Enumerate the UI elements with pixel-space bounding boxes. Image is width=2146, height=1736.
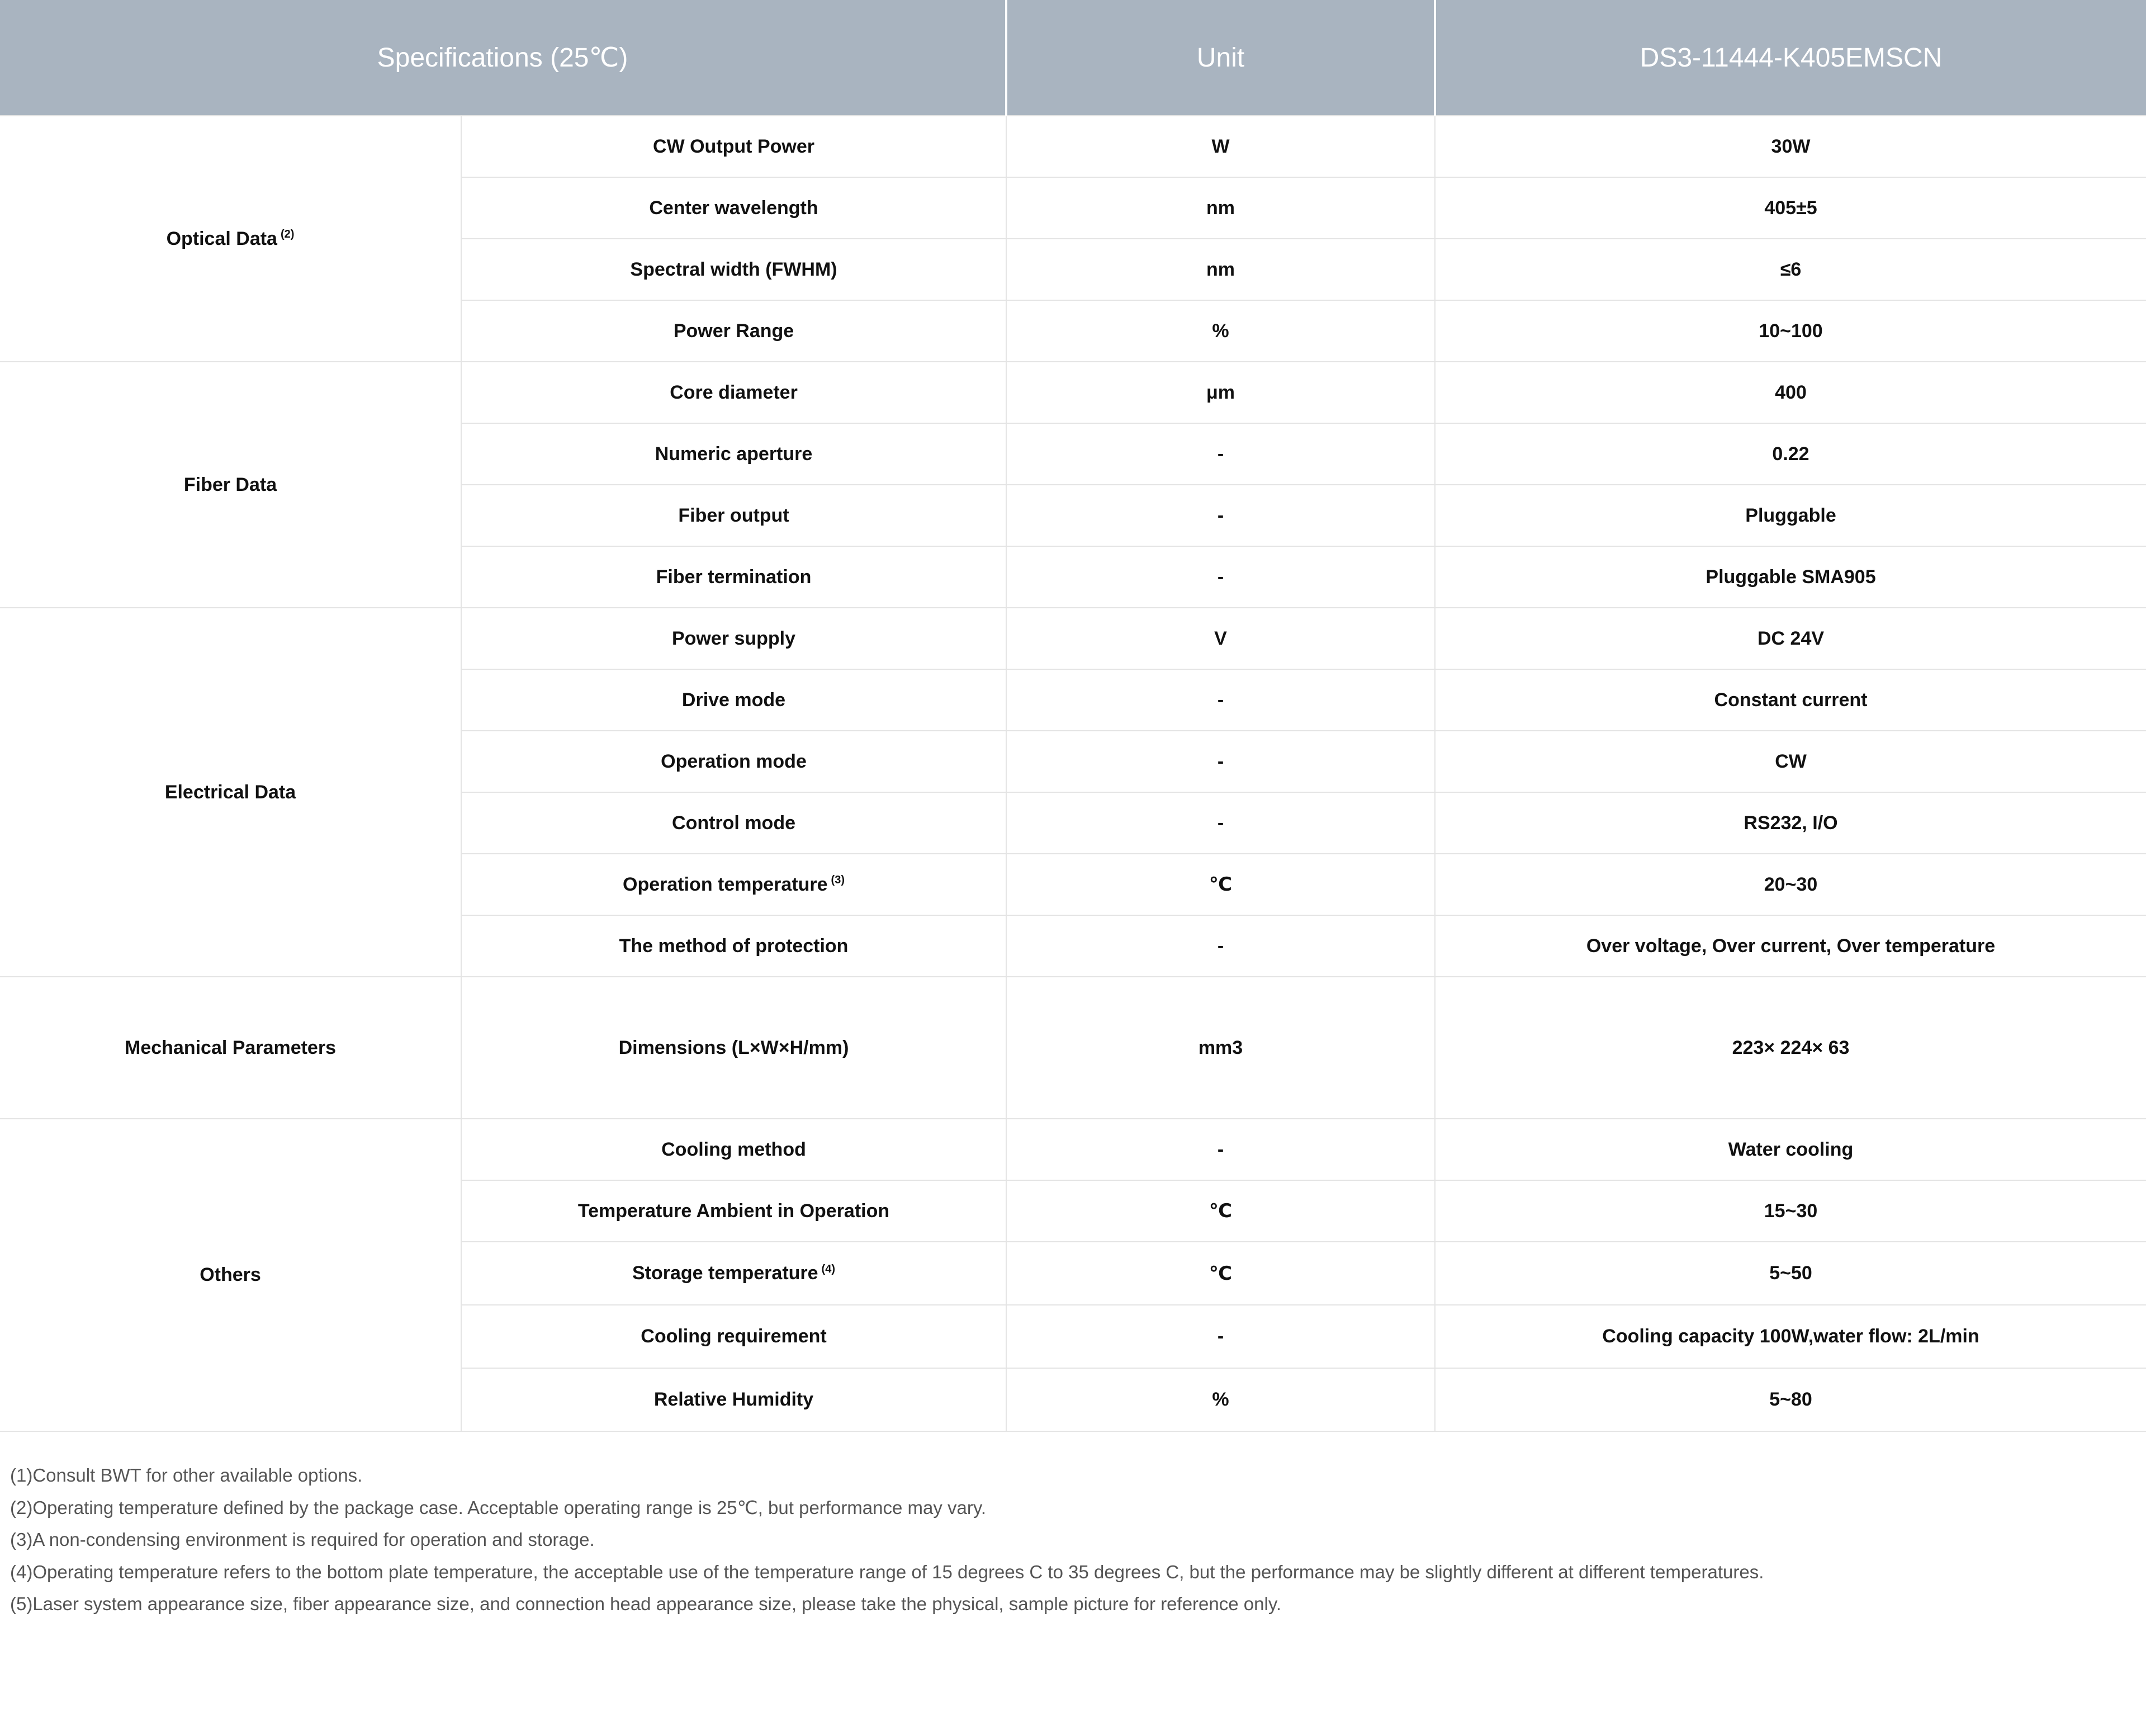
footnote-2: (2)Operating temperature defined by the package case. Acceptable operating range is 25℃, but performance may vary.	[10, 1497, 987, 1518]
unit-cell: %	[1006, 1368, 1435, 1431]
unit-cell: -	[1006, 485, 1435, 546]
group-optical-data	[0, 116, 461, 362]
param-cell: Center wavelength	[461, 177, 1006, 239]
value-cell: 5~80	[1435, 1368, 2146, 1431]
table-row	[0, 608, 2146, 669]
param-cell: Cooling requirement	[461, 1305, 1006, 1368]
unit-cell: nm	[1006, 239, 1435, 300]
footnote-ref: (4)	[821, 1262, 835, 1275]
header-specifications: Specifications (25℃)	[0, 0, 1006, 116]
value-cell: CW	[1435, 731, 2146, 792]
param-cell: Relative Humidity	[461, 1368, 1006, 1431]
value-cell: 5~50	[1435, 1242, 2146, 1305]
value-cell: RS232, I/O	[1435, 792, 2146, 854]
value-cell: ≤6	[1435, 239, 2146, 300]
unit-cell: nm	[1006, 177, 1435, 239]
unit-cell: -	[1006, 423, 1435, 485]
footnote-3: (3)A non-condensing environment is required for operation and storage.	[10, 1529, 595, 1550]
unit-cell: -	[1006, 669, 1435, 731]
param-cell	[461, 1242, 1006, 1305]
param-cell	[461, 854, 1006, 915]
footnote-5: (5)Laser system appearance size, fiber appearance size, and connection head appearance size, please take the physical, sample picture for reference only.	[10, 1593, 1282, 1614]
footnote-ref: (3)	[831, 874, 845, 887]
value-cell: 405±5	[1435, 177, 2146, 239]
footnotes	[10, 1459, 2134, 1620]
table-row	[0, 362, 2146, 423]
header-row	[0, 0, 2146, 116]
unit-cell: V	[1006, 608, 1435, 669]
unit-cell: -	[1006, 731, 1435, 792]
value-cell: 20~30	[1435, 854, 2146, 915]
value-cell: DC 24V	[1435, 608, 2146, 669]
param-cell: Spectral width (FWHM)	[461, 239, 1006, 300]
unit-cell: -	[1006, 1305, 1435, 1368]
table-row	[0, 116, 2146, 177]
value-cell: 400	[1435, 362, 2146, 423]
param-cell: Temperature Ambient in Operation	[461, 1180, 1006, 1242]
param-cell: Fiber output	[461, 485, 1006, 546]
group-electrical-data: Electrical Data	[0, 608, 461, 977]
unit-cell: -	[1006, 546, 1435, 608]
table-row	[0, 977, 2146, 1119]
value-cell: Over voltage, Over current, Over temperature	[1435, 915, 2146, 977]
value-cell: Cooling capacity 100W,water flow: 2L/min	[1435, 1305, 2146, 1368]
param-cell: Core diameter	[461, 362, 1006, 423]
param-cell: Dimensions (L×W×H/mm)	[461, 977, 1006, 1119]
param-cell: Drive mode	[461, 669, 1006, 731]
value-cell: 30W	[1435, 116, 2146, 177]
footnote-1: (1)Consult BWT for other available options.	[10, 1465, 363, 1486]
param-label: Operation temperature	[623, 873, 828, 895]
param-cell: CW Output Power	[461, 116, 1006, 177]
footnote-ref: (2)	[280, 228, 295, 241]
unit-cell: ℃	[1006, 854, 1435, 915]
value-cell: 10~100	[1435, 300, 2146, 362]
param-cell: Operation mode	[461, 731, 1006, 792]
param-cell: Control mode	[461, 792, 1006, 854]
table-row	[0, 1119, 2146, 1180]
param-cell: Power supply	[461, 608, 1006, 669]
param-label: Storage temperature	[632, 1262, 818, 1284]
footnote-4: (4)Operating temperature refers to the bottom plate temperature, the acceptable use of the temperature range of 15 degrees C to 35 degrees C, but the performance may be slightly different at different temperatures.	[10, 1561, 1764, 1582]
group-mechanical-parameters: Mechanical Parameters	[0, 977, 461, 1119]
param-cell: The method of protection	[461, 915, 1006, 977]
unit-cell: μm	[1006, 362, 1435, 423]
unit-cell: mm3	[1006, 977, 1435, 1119]
value-cell: Pluggable SMA905	[1435, 546, 2146, 608]
param-cell: Cooling method	[461, 1119, 1006, 1180]
unit-cell: -	[1006, 1119, 1435, 1180]
param-cell: Numeric aperture	[461, 423, 1006, 485]
param-cell: Power Range	[461, 300, 1006, 362]
value-cell: 223× 224× 63	[1435, 977, 2146, 1119]
group-others: Others	[0, 1119, 461, 1431]
header-model: DS3-11444-K405EMSCN	[1435, 0, 2146, 116]
value-cell: Constant current	[1435, 669, 2146, 731]
value-cell: 15~30	[1435, 1180, 2146, 1242]
value-cell: 0.22	[1435, 423, 2146, 485]
unit-cell: W	[1006, 116, 1435, 177]
value-cell: Pluggable	[1435, 485, 2146, 546]
group-fiber-data: Fiber Data	[0, 362, 461, 608]
unit-cell: ℃	[1006, 1242, 1435, 1305]
group-label: Optical Data	[166, 228, 277, 249]
unit-cell: -	[1006, 915, 1435, 977]
value-cell: Water cooling	[1435, 1119, 2146, 1180]
param-cell: Fiber termination	[461, 546, 1006, 608]
header-unit: Unit	[1006, 0, 1435, 116]
unit-cell: %	[1006, 300, 1435, 362]
unit-cell: ℃	[1006, 1180, 1435, 1242]
unit-cell: -	[1006, 792, 1435, 854]
